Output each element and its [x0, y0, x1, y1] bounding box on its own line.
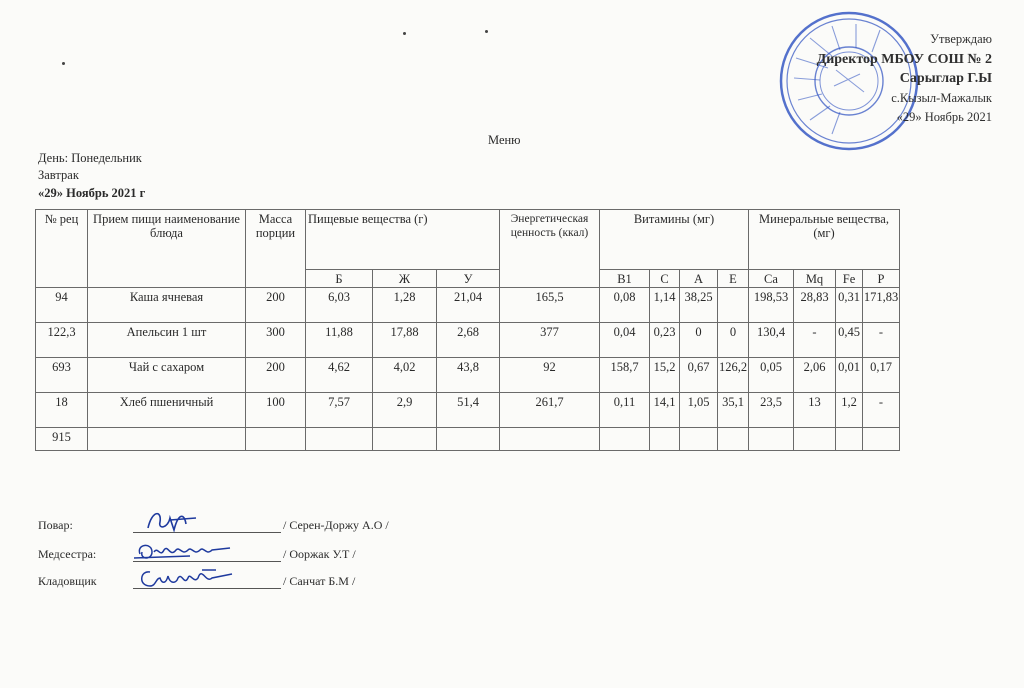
cell: [836, 428, 863, 451]
cell: 1,2: [836, 393, 863, 428]
header-minerals: Минеральные вещества, (мг): [749, 210, 900, 270]
cell: 0,11: [600, 393, 650, 428]
cell: 0: [718, 323, 749, 358]
cell: 0,45: [836, 323, 863, 358]
cell: 0,01: [836, 358, 863, 393]
cell: -: [863, 323, 900, 358]
cell: 0,08: [600, 288, 650, 323]
cell: 7,57: [306, 393, 373, 428]
cell: 0,17: [863, 358, 900, 393]
scan-speck: [403, 32, 406, 35]
cell: 15,2: [650, 358, 680, 393]
cell: 915: [36, 428, 88, 451]
cell: [306, 428, 373, 451]
cell: [650, 428, 680, 451]
cell: 23,5: [749, 393, 794, 428]
cell: [437, 428, 500, 451]
table-row: [36, 393, 900, 428]
cell: 1,14: [650, 288, 680, 323]
menu-table: [35, 209, 900, 451]
cell: 158,7: [600, 358, 650, 393]
header-dish: Прием пищи наименование блюда: [88, 210, 246, 288]
subheader-fe: Fe: [836, 270, 863, 288]
table-row: [36, 288, 900, 323]
subheader-ca: Ca: [749, 270, 794, 288]
cell: 92: [500, 358, 600, 393]
date-label: «29» Ноябрь 2021 г: [38, 186, 146, 200]
day-label: День: Понедельник: [38, 151, 142, 165]
cell: 38,25: [680, 288, 718, 323]
approval-line: Сарыглар Г.Ы: [899, 71, 992, 86]
cell: 200: [246, 288, 306, 323]
cell: 35,1: [718, 393, 749, 428]
cell: 4,02: [373, 358, 437, 393]
cell: 200: [246, 358, 306, 393]
cell: 126,2: [718, 358, 749, 393]
cell: [373, 428, 437, 451]
header-energy: Энергетическая ценность (ккал): [500, 210, 600, 288]
signature-role: Медсестра:: [38, 547, 97, 561]
header-recipe: № рец: [36, 210, 88, 288]
cell: 122,3: [36, 323, 88, 358]
subheader-protein: Б: [306, 270, 373, 288]
cell: [600, 428, 650, 451]
cell: 0,04: [600, 323, 650, 358]
approval-line: Директор МБОУ СОШ № 2: [816, 51, 992, 67]
subheader-a: A: [680, 270, 718, 288]
cell: 100: [246, 393, 306, 428]
approval-line: «29» Ноябрь 2021: [896, 110, 992, 124]
cell: 94: [36, 288, 88, 323]
cell: 18: [36, 393, 88, 428]
signature-name: / Ооржак У.Т /: [283, 547, 356, 561]
cell: 2,9: [373, 393, 437, 428]
subheader-mq: Mq: [794, 270, 836, 288]
cell: 14,1: [650, 393, 680, 428]
signature-name: / Санчат Б.М /: [283, 574, 356, 588]
cell: [749, 428, 794, 451]
cell: 1,05: [680, 393, 718, 428]
cell: 1,28: [373, 288, 437, 323]
cell: 2,06: [794, 358, 836, 393]
approval-line: Утверждаю: [930, 32, 992, 46]
table-row: [36, 323, 900, 358]
cell: [718, 428, 749, 451]
cell: 0,67: [680, 358, 718, 393]
approval-block: [812, 30, 992, 128]
cell: -: [794, 323, 836, 358]
header-mass: Масса порции: [246, 210, 306, 288]
cell: 198,53: [749, 288, 794, 323]
cell: 171,83: [863, 288, 900, 323]
signature-role: Кладовщик: [38, 574, 97, 588]
cell: 4,62: [306, 358, 373, 393]
cell: 17,88: [373, 323, 437, 358]
cell: Хлеб пшеничный: [88, 393, 246, 428]
signature-name: / Серен-Доржу А.О /: [283, 518, 389, 532]
handwritten-signature: [132, 562, 242, 594]
cell: 0: [680, 323, 718, 358]
table-header-row: [36, 210, 900, 270]
cell: -: [863, 393, 900, 428]
scan-speck: [485, 30, 488, 33]
table-row: [36, 358, 900, 393]
handwritten-signature: [140, 506, 220, 536]
signature-role: Повар:: [38, 518, 73, 532]
cell: 13: [794, 393, 836, 428]
cell: 0,31: [836, 288, 863, 323]
cell: Апельсин 1 шт: [88, 323, 246, 358]
cell: 0,23: [650, 323, 680, 358]
cell: Чай с сахаром: [88, 358, 246, 393]
cell: 2,68: [437, 323, 500, 358]
cell: 21,04: [437, 288, 500, 323]
cell: 165,5: [500, 288, 600, 323]
cell: 300: [246, 323, 306, 358]
document-title: Меню: [488, 133, 521, 147]
cell: 43,8: [437, 358, 500, 393]
header-nutrients: Пищевые вещества (г): [306, 210, 500, 270]
cell: [246, 428, 306, 451]
subheader-carbs: У: [437, 270, 500, 288]
scan-speck: [62, 62, 65, 65]
cell: 261,7: [500, 393, 600, 428]
approval-line: с.Кызыл-Мажалык: [891, 90, 992, 105]
cell: 377: [500, 323, 600, 358]
cell: [794, 428, 836, 451]
table-row: [36, 428, 900, 451]
meal-label: Завтрак: [38, 168, 79, 182]
subheader-c: C: [650, 270, 680, 288]
subheader-fat: Ж: [373, 270, 437, 288]
cell: [88, 428, 246, 451]
cell: [500, 428, 600, 451]
cell: 51,4: [437, 393, 500, 428]
subheader-p: P: [863, 270, 900, 288]
cell: Каша ячневая: [88, 288, 246, 323]
header-vitamins: Витамины (мг): [600, 210, 749, 270]
cell: 693: [36, 358, 88, 393]
cell: 130,4: [749, 323, 794, 358]
cell: 11,88: [306, 323, 373, 358]
subheader-e: E: [718, 270, 749, 288]
cell: [718, 288, 749, 323]
cell: 6,03: [306, 288, 373, 323]
cell: [863, 428, 900, 451]
subheader-b1: B1: [600, 270, 650, 288]
cell: 0,05: [749, 358, 794, 393]
cell: [680, 428, 718, 451]
cell: 28,83: [794, 288, 836, 323]
